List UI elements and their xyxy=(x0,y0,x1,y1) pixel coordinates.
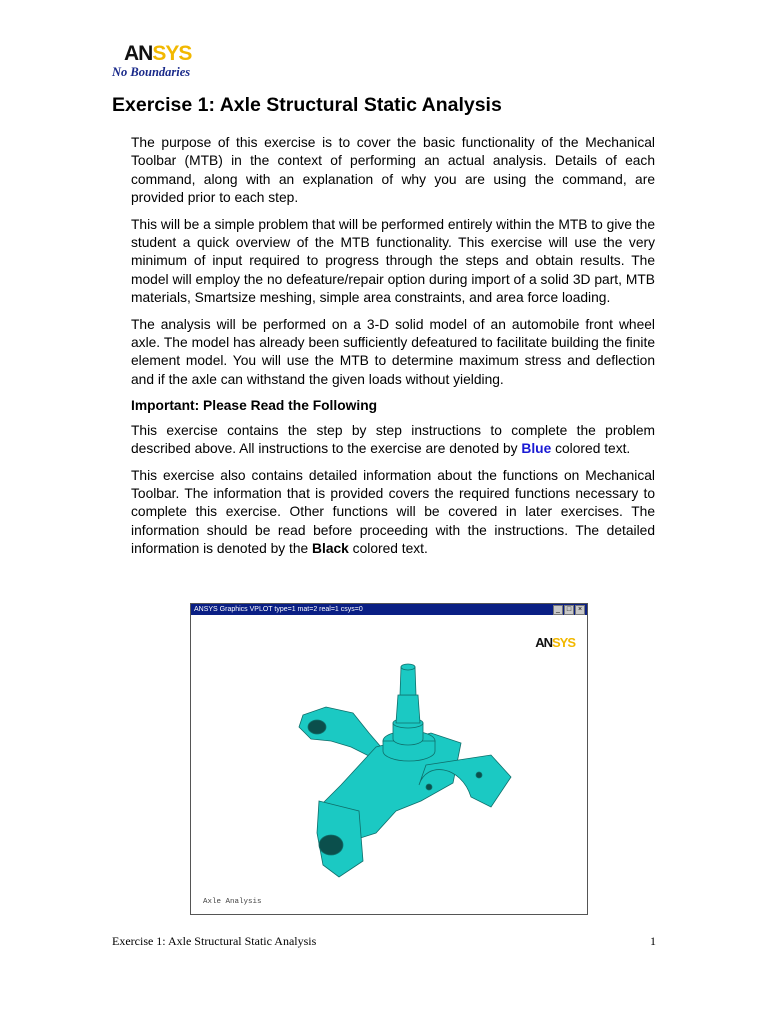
paragraph-instructions: This exercise contains the step by step instructions to complete the problem described above. All instructions to the exercise are denoted by Blue colored text. xyxy=(131,422,655,457)
blue-keyword: Blue xyxy=(521,441,552,457)
ansys-logo-mark: ANSYS xyxy=(124,42,192,65)
footer-title: Exercise 1: Axle Structural Static Analysis xyxy=(112,934,317,948)
paragraph-purpose: The purpose of this exercise is to cover the basic functionality of the Mechanical Toolbar (MTB) in the context of performing an actual analysis. Details of each command, along with an explanation of why you are using the command, are provided prior to each step. xyxy=(131,135,655,206)
important-heading: Important: Please Read the Following xyxy=(131,398,378,414)
spindle-top xyxy=(400,667,416,695)
close-button[interactable]: × xyxy=(575,605,585,615)
graphics-canvas xyxy=(191,615,587,914)
ansys-logo xyxy=(112,42,212,82)
graphics-logo: ANSYS xyxy=(535,635,575,650)
axle-model xyxy=(191,615,587,914)
black-keyword: Black xyxy=(312,541,349,557)
page-title: Exercise 1: Axle Structural Static Analysis xyxy=(112,94,502,116)
spindle-mid xyxy=(396,695,420,723)
paragraph-overview: This will be a simple problem that will be performed entirely within the MTB to give the student a quick overview of the MTB functionality. This exercise will use the very minimum of input required to progress through the steps and obtain results. The model will employ the no defeature/repair option during import of a solid 3D part, MTB materials, Smartsize meshing, simple area constraints, and area force loading. xyxy=(131,216,655,306)
graphics-title: ANSYS Graphics VPLOT type=1 mat=2 real=1 csys=0 xyxy=(194,606,363,613)
graphics-title-bar xyxy=(191,604,587,615)
page-footer xyxy=(112,934,656,949)
ansys-graphics-window xyxy=(190,603,588,915)
crescent-hole xyxy=(476,772,482,778)
maximize-button[interactable]: □ xyxy=(564,605,574,615)
body-hole xyxy=(426,784,432,790)
page-number: 1 xyxy=(650,934,656,948)
arm-hole xyxy=(308,720,326,734)
front-bore xyxy=(319,835,343,855)
logo-tagline: No Boundaries xyxy=(112,65,191,79)
graphics-caption: Axle Analysis xyxy=(203,898,262,906)
document-body xyxy=(131,134,655,567)
paragraph-analysis: The analysis will be performed on a 3-D solid model of an automobile front wheel axle. The model has already been sufficiently defeatured to facilitate building the finite element model. You will use the MTB to determine maximum stress and deflection and if the axle can withstand the given loads without yielding. xyxy=(131,316,655,387)
paragraph-information: This exercise also contains detailed information about the functions on Mechanical Toolbar. The information that is provided covers the required functions necessary to complete this exercise. Other functions will be covered in later exercises. The information should be read before proceeding with the instructions. The detailed information is denoted by the Black colored text. xyxy=(131,467,655,557)
minimize-button[interactable]: _ xyxy=(553,605,563,615)
